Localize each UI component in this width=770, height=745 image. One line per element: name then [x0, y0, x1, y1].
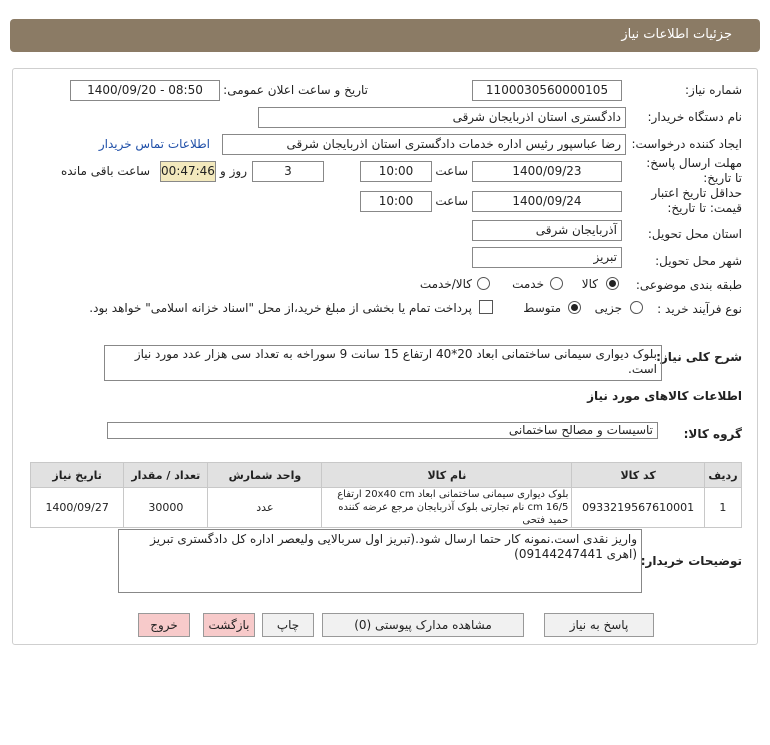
city-field: تبریز	[472, 247, 622, 268]
row-code: 0933219567610001	[572, 488, 704, 528]
category-service-radio[interactable]	[550, 277, 563, 290]
row-name: بلوک دیواری سیمانی ساختمانی ابعاد 20x40 cm ارتفاع 16/5 cm نام تجارتی بلوک آذربایجان مرجع عرضه کننده حمید فتحی	[322, 488, 572, 528]
col-qty: تعداد / مقدار	[124, 463, 208, 488]
process-minor-radio[interactable]	[630, 301, 643, 314]
creator-label: ایجاد کننده درخواست:	[631, 137, 742, 151]
goods-table-header	[31, 463, 742, 488]
buyer-org-label: نام دستگاه خریدار:	[647, 110, 742, 124]
treasury-checkbox[interactable]	[479, 300, 493, 314]
reply-date-field: 1400/09/23	[472, 161, 622, 182]
page-header	[10, 19, 760, 52]
table-row	[31, 488, 742, 528]
col-need-date: تاریخ نیاز	[31, 463, 124, 488]
row-need-date: 1400/09/27	[31, 488, 124, 528]
days-field: 3	[252, 161, 324, 182]
reply-time-field: 10:00	[360, 161, 432, 182]
category-service-label: خدمت	[512, 277, 544, 291]
treasury-note: پرداخت تمام یا بخشی از مبلغ خرید،از محل "اسناد خزانه اسلامی" خواهد بود.	[89, 301, 472, 315]
row-qty: 30000	[124, 488, 208, 528]
city-label: شهر محل تحویل:	[655, 254, 742, 268]
attachments-button[interactable]: مشاهده مدارک پیوستی (0)	[322, 613, 524, 637]
print-button[interactable]: چاپ	[262, 613, 314, 637]
process-minor-label: جزیی	[594, 301, 622, 315]
buyer-notes-field: واریز نقدی است.نمونه کار حتما ارسال شود.(تبریز اول سربالایی ولیعصر اداره کل دادگستری تبریز (اهری 09144247441)	[118, 529, 642, 593]
col-unit: واحد شمارش	[208, 463, 322, 488]
reply-time-label: ساعت	[435, 164, 468, 178]
province-label: استان محل تحویل:	[647, 227, 742, 241]
validity-date-field: 1400/09/24	[472, 191, 622, 212]
summary-label: شرح کلی نیاز:	[656, 350, 742, 364]
validity-time-field: 10:00	[360, 191, 432, 212]
col-code: کد کالا	[572, 463, 704, 488]
remaining-label: ساعت باقی مانده	[60, 164, 150, 178]
goods-info-title: اطلاعات کالاهای مورد نیاز	[587, 389, 742, 403]
category-both-radio[interactable]	[477, 277, 490, 290]
goods-table	[30, 462, 742, 528]
process-medium-radio[interactable]	[568, 301, 581, 314]
need-number-field: 1100030560000105	[472, 80, 622, 101]
validity-label: حداقل تاریخ اعتبار قیمت: تا تاریخ:	[651, 186, 742, 215]
validity-time-label: ساعت	[435, 194, 468, 208]
remaining-time-field: 00:47:46	[160, 161, 216, 182]
row-index: 1	[704, 488, 741, 528]
buyer-notes-label: توضیحات خریدار:	[640, 554, 742, 568]
process-medium-label: متوسط	[523, 301, 561, 315]
col-name: نام کالا	[322, 463, 572, 488]
announce-field: 1400/09/20 - 08:50	[70, 80, 220, 101]
col-index: ردیف	[704, 463, 741, 488]
row-unit: عدد	[208, 488, 322, 528]
reply-deadline-label: مهلت ارسال پاسخ: تا تاریخ:	[646, 156, 742, 185]
summary-field: بلوک دیواری سیمانی ساختمانی ابعاد 20*40 ارتفاع 15 سانت 9 سوراخه به تعداد سی هزار عدد مورد نیاز است.	[104, 345, 662, 381]
buyer-org-field: دادگستری استان اذربایجان شرقی	[258, 107, 626, 128]
need-number-label: شماره نیاز:	[685, 83, 742, 97]
goods-group-field: تاسیسات و مصالح ساختمانی	[107, 422, 658, 439]
category-both-label: کالا/خدمت	[419, 277, 472, 291]
category-goods-label: کالا	[581, 277, 598, 291]
category-goods-radio[interactable]	[606, 277, 619, 290]
days-label: روز و	[220, 164, 247, 178]
announce-label: تاریخ و ساعت اعلان عمومی:	[223, 83, 368, 97]
page-title: جزئیات اطلاعات نیاز	[621, 27, 732, 42]
category-label: طبقه بندی موضوعی:	[635, 278, 742, 292]
exit-button[interactable]: خروج	[138, 613, 190, 637]
creator-field: رضا عباسپور رئیس اداره خدمات دادگستری استان اذربایجان شرقی	[222, 134, 626, 155]
process-label: نوع فرآیند خرید :	[657, 302, 742, 316]
goods-group-label: گروه کالا:	[683, 427, 742, 441]
reply-button[interactable]: پاسخ به نیاز	[544, 613, 654, 637]
buyer-contact-link[interactable]: اطلاعات تماس خریدار	[98, 137, 210, 151]
back-button[interactable]: بازگشت	[203, 613, 255, 637]
province-field: آذربایجان شرقی	[472, 220, 622, 241]
